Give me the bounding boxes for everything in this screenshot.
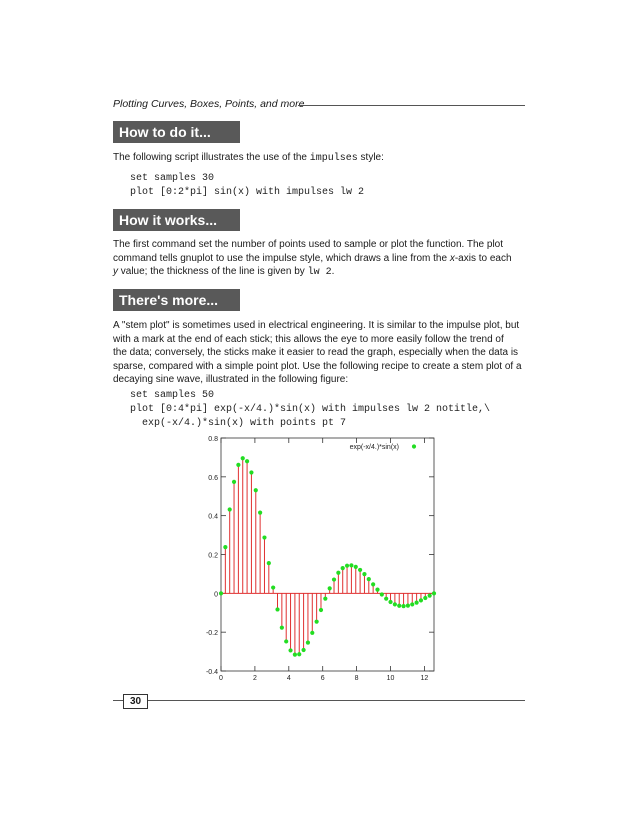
heading-how-it-works: How it works... <box>113 209 240 231</box>
theres-more-text <box>113 319 523 387</box>
heading-how-to-do-it: How to do it... <box>113 121 240 143</box>
y-tick-label: 0 <box>214 591 218 599</box>
data-point <box>328 586 332 590</box>
y-tick-label: 0.2 <box>208 552 218 560</box>
code-line: plot [0:4*pi] exp(-x/4.)*sin(x) with impulses lw 2 notitle,\ <box>130 404 491 415</box>
data-point <box>293 653 297 657</box>
text-line: command tells gnuplot to use the impulse style, which draws a line from the x-axis to each <box>113 252 512 264</box>
x-tick-label: 8 <box>354 675 359 682</box>
text-line: sparse, compared with a simple point plot. Use the following recipe to create a stem plot of a <box>113 360 522 372</box>
text-line: with a mark at the end of each stick; this allows the eye to more easily follow the trend of <box>113 333 504 345</box>
page-footer <box>113 695 525 709</box>
data-point <box>323 597 327 601</box>
data-point <box>254 488 258 492</box>
data-point <box>406 604 410 608</box>
data-point <box>297 652 301 656</box>
data-point <box>401 604 405 608</box>
y-tick-label: 0.6 <box>208 474 218 482</box>
x-tick-label: 2 <box>252 675 257 682</box>
data-point <box>362 572 366 576</box>
data-point <box>241 456 245 460</box>
data-point <box>236 463 240 467</box>
data-point <box>319 608 323 612</box>
data-point <box>258 511 262 515</box>
data-point <box>367 577 371 581</box>
y-tick-label: -0.2 <box>205 630 218 638</box>
data-point <box>371 582 375 586</box>
inline-code-lw2: lw 2 <box>307 267 332 279</box>
text-line: The first command set the number of points used to sample or plot the function. The plot <box>113 239 504 250</box>
legend-marker <box>412 444 416 448</box>
data-point <box>228 507 232 511</box>
code-line: exp(-x/4.)*sin(x) with points pt 7 <box>130 418 347 429</box>
data-point <box>301 648 305 652</box>
text-line: decaying sine wave, illustrated in the following figure: <box>113 374 349 386</box>
data-point <box>384 597 388 601</box>
data-point <box>393 602 397 606</box>
x-tick-label: 12 <box>420 675 429 682</box>
code-line: set samples 30 <box>130 173 215 184</box>
data-point <box>223 545 227 549</box>
data-point <box>267 561 271 565</box>
code-block-impulses <box>130 172 364 200</box>
stem-plot-chart <box>190 433 446 683</box>
inline-code-impulses: impulses <box>309 153 358 164</box>
text-line: the data; conversely, the sticks make it easier to read the graph, especially when the data is <box>113 347 519 359</box>
text-line: A "stem plot" is sometimes used in electrical engineering. It is similar to the impulse plot, but <box>113 320 520 331</box>
x-tick-label: 0 <box>219 675 223 682</box>
data-point <box>336 571 340 575</box>
data-point <box>397 604 401 608</box>
data-point <box>271 585 275 589</box>
data-point <box>380 592 384 596</box>
page-number: 30 <box>123 694 148 709</box>
running-header <box>113 98 525 112</box>
how-to-intro: The following script illustrates the use of the impulses style: <box>113 152 384 164</box>
data-point <box>249 470 253 474</box>
x-tick-label: 10 <box>386 675 395 682</box>
data-point <box>354 565 358 569</box>
data-point <box>358 568 362 572</box>
chapter-title: Plotting Curves, Boxes, Points, and more <box>113 98 305 110</box>
data-point <box>284 639 288 643</box>
data-point <box>415 601 419 605</box>
y-tick-label: -0.4 <box>205 669 218 676</box>
x-tick-label: 4 <box>286 675 291 682</box>
data-point <box>410 602 414 606</box>
data-point <box>280 626 284 630</box>
data-point <box>306 640 310 644</box>
data-point <box>275 607 279 611</box>
code-line: set samples 50 <box>130 390 215 401</box>
data-point <box>310 631 314 635</box>
data-point <box>245 459 249 463</box>
data-point <box>375 588 379 592</box>
y-tick-label: 0.8 <box>208 436 218 443</box>
how-it-works-text <box>113 238 523 280</box>
heading-theres-more: There's more... <box>113 289 240 311</box>
data-point <box>419 598 423 602</box>
data-point <box>288 648 292 652</box>
data-point <box>219 591 223 595</box>
data-point <box>332 577 336 581</box>
data-point <box>423 596 427 600</box>
text-line: y value; the thickness of the line is given by lw 2. <box>113 266 335 279</box>
data-point <box>232 480 236 484</box>
code-block-stem <box>130 389 490 431</box>
data-point <box>345 564 349 568</box>
data-point <box>349 563 353 567</box>
data-point <box>262 535 266 539</box>
data-point <box>428 594 432 598</box>
legend-label: exp(-x/4.)*sin(x) <box>349 444 399 451</box>
data-point <box>341 566 345 570</box>
data-point <box>315 620 319 624</box>
data-point <box>388 600 392 604</box>
y-tick-label: 0.4 <box>208 513 218 521</box>
x-tick-label: 6 <box>320 675 325 682</box>
code-line: plot [0:2*pi] sin(x) with impulses lw 2 <box>130 187 365 198</box>
header-rule <box>298 105 525 106</box>
data-point <box>432 591 436 595</box>
footer-rule <box>113 700 525 701</box>
